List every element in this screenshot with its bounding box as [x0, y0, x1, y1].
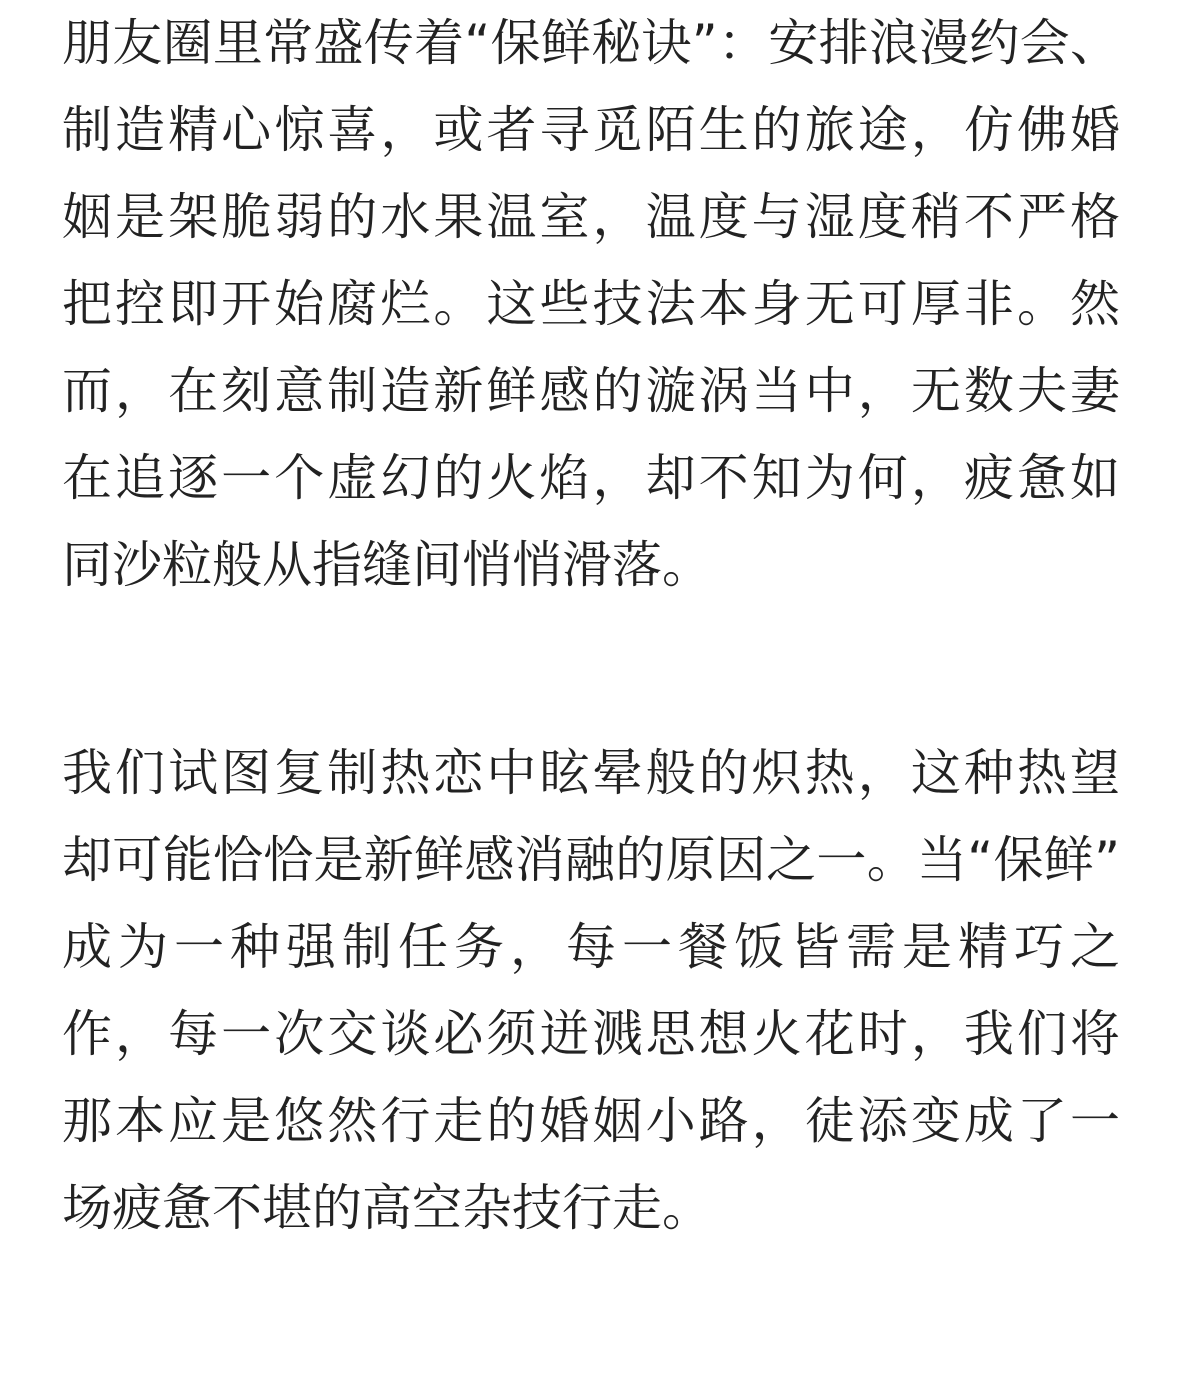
- paragraph-line: 作，每一次交谈必须迸溅思想火花时，我们将: [62, 1005, 1120, 1063]
- paragraph-line: 同沙粒般从指缝间悄悄滑落。: [62, 536, 712, 594]
- paragraph-line: 成为一种强制任务，每一餐饭皆需是精巧之: [62, 918, 1120, 976]
- paragraph-line: 场疲惫不堪的高空杂技行走。: [62, 1179, 712, 1237]
- paragraph-line: 而，在刻意制造新鲜感的漩涡当中，无数夫妻: [62, 362, 1120, 420]
- paragraph-line: 姻是架脆弱的水果温室，温度与湿度稍不严格: [62, 188, 1120, 246]
- paragraph-line: 制造精心惊喜，或者寻觅陌生的旅途，仿佛婚: [62, 101, 1120, 159]
- paragraph-line: 朋友圈里常盛传着“保鲜秘诀”：安排浪漫约会、: [62, 14, 1120, 72]
- paragraph-line: 把控即开始腐烂。这些技法本身无可厚非。然: [62, 275, 1120, 333]
- paragraph-1: [62, 0, 1120, 609]
- paragraph-2: [62, 730, 1120, 1252]
- paragraph-line: 那本应是悠然行走的婚姻小路，徒添变成了一: [62, 1092, 1120, 1150]
- paragraph-line: 却可能恰恰是新鲜感消融的原因之一。当“保鲜”: [62, 831, 1120, 889]
- paragraph-line: 我们试图复制热恋中眩晕般的炽热，这种热望: [62, 744, 1120, 802]
- paragraph-line: 在追逐一个虚幻的火焰，却不知为何，疲惫如: [62, 449, 1120, 507]
